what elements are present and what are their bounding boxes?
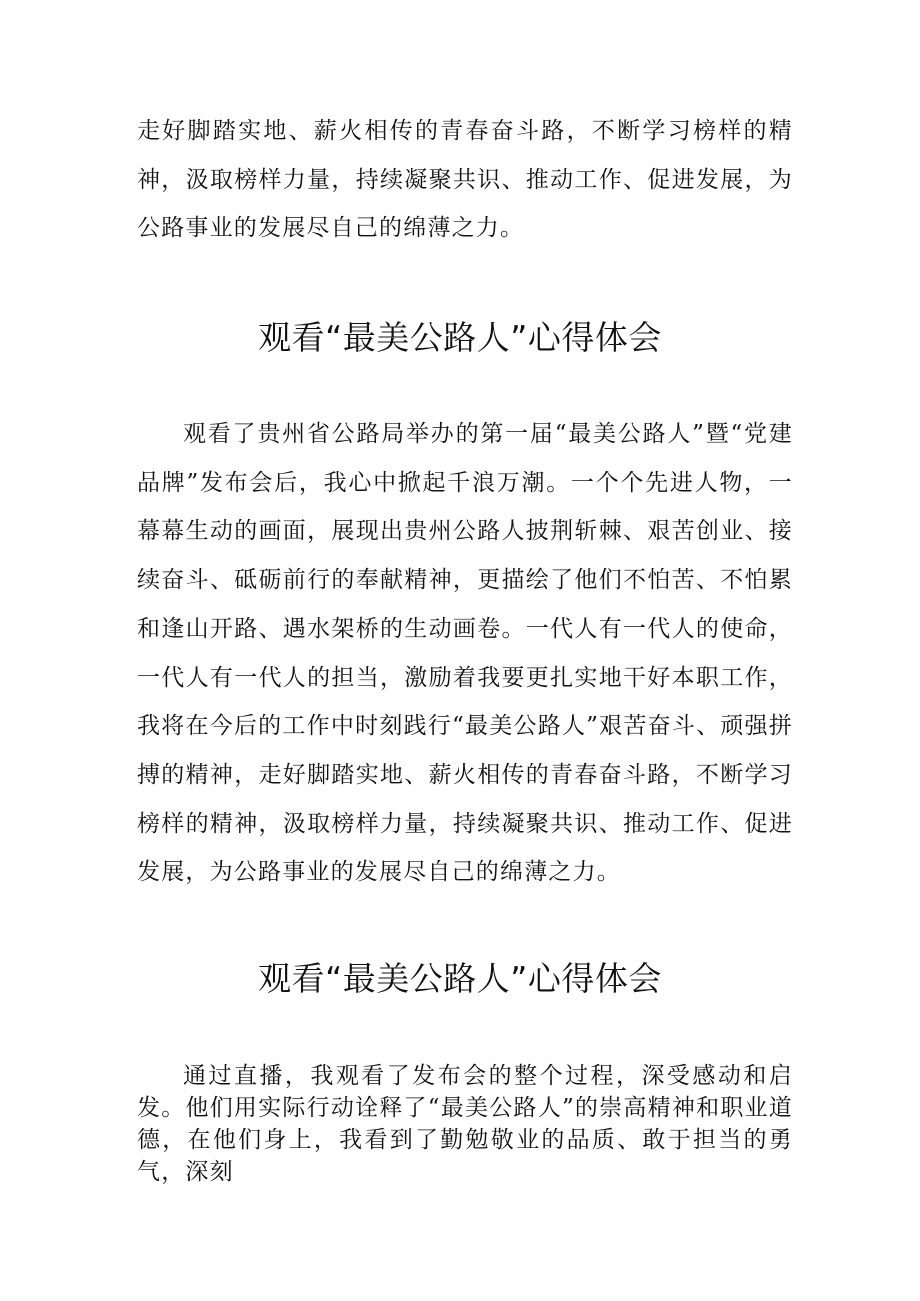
section-title: 观看“最美公路人”心得体会 xyxy=(258,318,662,357)
body-paragraph-continued: 走好脚踏实地、薪火相传的青春奋斗路，不断学习榜样的精神，汲取榜样力量，持续凝聚共识、推动工作、促进发展，为公路事业的发展尽自己的绵薄之力。 xyxy=(137,118,793,242)
body-paragraph: 通过直播，我观看了发布会的整个过程，深受感动和启发。他们用实际行动诠释了“最美公路人”的崇高精神和职业道德，在他们身上，我看到了勤勉敬业的品质、敢于担当的勇气，深刻 xyxy=(137,1063,793,1185)
section-title: 观看“最美公路人”心得体会 xyxy=(258,959,662,998)
body-paragraph: 观看了贵州省公路局举办的第一届“最美公路人”暨“党建品牌”发布会后，我心中掀起千浪万潮。一个个先进人物，一幕幕生动的画面，展现出贵州公路人披荆斩棘、艰苦创业、接续奋斗、砥砺前行的奉献精神，更描绘了他们不怕苦、不怕累和逢山开路、遇水架桥的生动画卷。一代人有一代人的使命，一代人有一代人的担当，激励着我要更扎实地干好本职工作，我将在今后的工作中时刻践行“最美公路人”艰苦奋斗、顽强拼搏的精神，走好脚踏实地、薪火相传的青春奋斗路，不断学习榜样的精神，汲取榜样力量，持续凝聚共识、推动工作、促进发展，为公路事业的发展尽自己的绵薄之力。 xyxy=(137,421,793,886)
